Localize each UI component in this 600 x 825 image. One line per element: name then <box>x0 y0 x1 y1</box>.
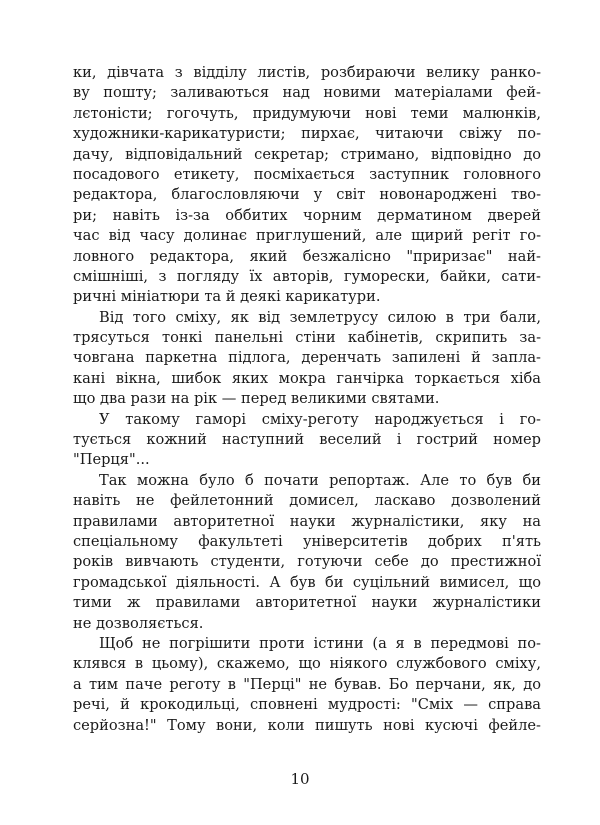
body-text <box>73 63 541 736</box>
text-line: що два рази на рік — перед великими святами. <box>73 390 440 408</box>
text-line: серйозна!" Тому вони, коли пишуть нові кусючі фейле- <box>73 716 541 734</box>
text-line: громадської діяльності. А був би суцільний вимисел, що <box>73 573 541 591</box>
text-line: ву пошту; заливаються над новими матеріалами фей- <box>73 84 541 102</box>
text-line: художники-карикатуристи; пирхає, читаючи свіжу по- <box>73 125 541 143</box>
paragraph-4 <box>73 471 541 634</box>
text-line: трясуться тонкі панельні стіни кабінетів, скрипить за- <box>73 329 541 347</box>
paragraph-1 <box>73 63 541 308</box>
paragraph-5 <box>73 634 541 736</box>
text-line: спеціальному факультеті університетів добрих п'ять <box>73 532 541 550</box>
text-line: дачу, відповідальний секретар; стримано, відповідно до <box>73 145 541 163</box>
text-line: навіть не фейлетонний домисел, ласкаво дозволений <box>73 492 541 510</box>
text-line: посадового етикету, посміхається заступник головного <box>73 165 541 183</box>
text-line: речі, й крокодильці, сповнені мудрості: "Сміх — справа <box>73 696 541 714</box>
text-line: тими ж правилами авторитетної науки журналістики <box>73 594 541 612</box>
text-line: Так можна було б почати репортаж. Але то був би <box>99 471 541 489</box>
text-line: ки, дівчата з відділу листів, розбираючи велику ранко- <box>73 64 541 81</box>
text-line: човгана паркетна підлога, деренчать запилені й запла- <box>73 349 541 367</box>
text-line: а тим паче реготу в "Перці" не бував. Бо перчани, як, до <box>73 675 541 693</box>
text-line: правилами авторитетної науки журналістики, яку на <box>73 512 541 530</box>
text-line: час від часу долинає приглушений, але щирий регіт го- <box>73 227 541 245</box>
text-line: лєтоністи; гогочуть, придумуючи нові теми малюнків, <box>73 104 541 122</box>
text-line: ричні мініатюри та й деякі карикатури. <box>73 288 381 306</box>
text-line: кані вікна, шибок яких мокра ганчірка торкається хіба <box>73 369 541 387</box>
text-line: редактора, благословляючи у світ новонароджені тво- <box>73 186 541 204</box>
paragraph-2 <box>73 308 541 410</box>
text-line: ри; навіть із-за оббитих чорним дерматином дверей <box>73 206 541 224</box>
text-line: не дозволяється. <box>73 614 204 632</box>
text-line: У такому гаморі сміху-реготу народжується і го- <box>99 410 541 428</box>
text-line: клявся в цьому), скажемо, що ніякого службового сміху, <box>73 655 541 673</box>
text-line: Щоб не погрішити проти істини (а я в передмові по- <box>99 634 541 652</box>
text-line: років вивчають студенти, готуючи себе до престижної <box>73 553 541 571</box>
paragraph-3 <box>73 410 541 471</box>
page-number: 10 <box>290 770 310 788</box>
text-line: Від того сміху, як від землетрусу силою в три бали, <box>99 308 541 326</box>
text-line: ловного редактора, який безжалісно "приризає" най- <box>73 247 541 265</box>
text-line: смішніші, з погляду їх авторів, гуморески, байки, сати- <box>73 267 541 285</box>
text-line: тується кожний наступний веселий і гострий номер <box>73 431 541 449</box>
text-line: "Перця"... <box>73 451 150 469</box>
